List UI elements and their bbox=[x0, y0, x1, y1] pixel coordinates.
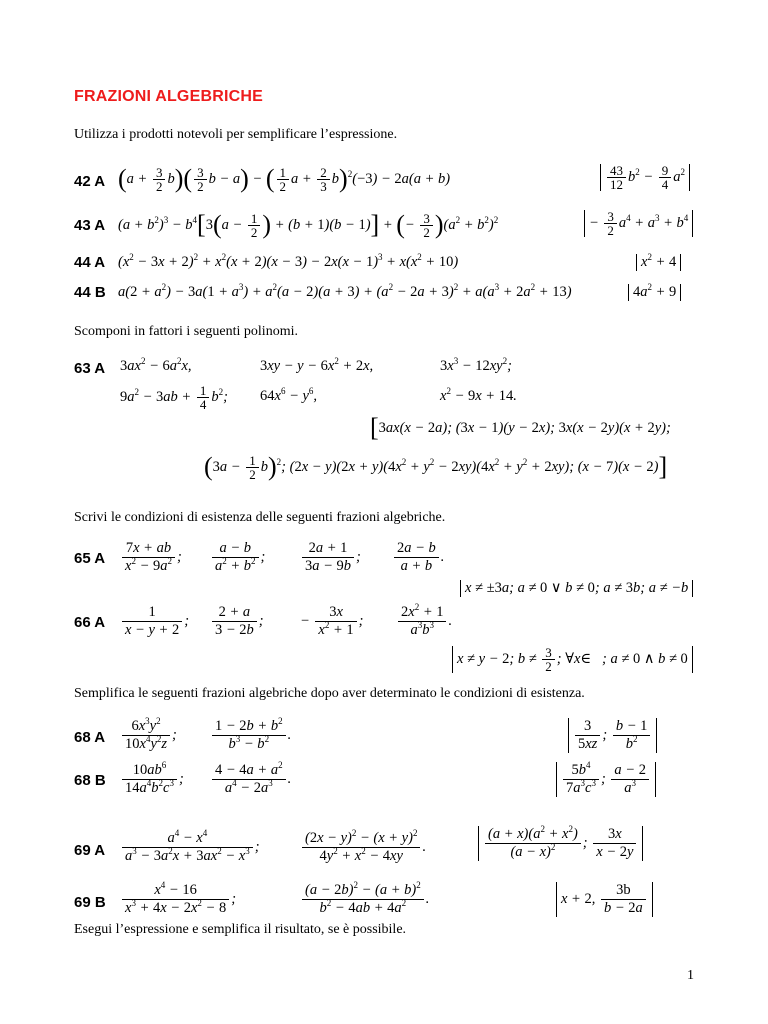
fraction-65a-1: $\frac{7x + ab}{x^2 - 9a^2}$ ; bbox=[120, 540, 182, 575]
answer-44b: $4a^2 + 9$ bbox=[628, 284, 681, 301]
answer-63a-line1: [3ax(x − 2a); (3x − 1)(y − 2x); 3x(x − 2y)(x + 2y); bbox=[370, 413, 671, 442]
answer-68b: $\frac{5b^4}{7a^3c^3}$ ; $\frac{a - 2}{a^3}$ bbox=[556, 762, 656, 797]
instruction-execute: Esegui l’espressione e semplifica il risultato, se è possibile. bbox=[74, 922, 407, 937]
polynomial-63a-4: $9a^2 - 3ab$ + $\frac{1}{4}$ $b^2$; bbox=[120, 383, 228, 412]
fraction-69b-2: $\frac{(a - 2b)^2 - (a + b)^2}{b^2 - 4ab + 4a^2}$ . bbox=[300, 882, 429, 917]
polynomial-63a-1: $3ax^2 - 6a^2x$, bbox=[120, 356, 192, 374]
polynomial-63a-3: $3x^3 - 12xy^2$; bbox=[440, 356, 512, 374]
fraction-69a-1: $\frac{a^4 - x^4}{a^3 - 3a^2x + 3ax^2 - x^3}$ ; bbox=[120, 830, 260, 865]
exercise-label-65a: 65 A bbox=[74, 550, 106, 567]
answer-42a: $\frac{43}{12}$ $b^2$ − $\frac{9}{4}$ $a^2$ bbox=[600, 164, 690, 191]
exercise-label-68b: 68 B bbox=[74, 772, 106, 789]
fraction-68a-1: $\frac{6x^3y^2}{10x^4y^2z}$ ; bbox=[120, 718, 177, 753]
answer-43a: − $\frac{3}{2}$ $a^4 + a^3 + b^4$ bbox=[584, 210, 693, 237]
fraction-68b-1: $\frac{10ab^6}{14a^4b^2c^3}$ ; bbox=[120, 762, 184, 797]
answer-69a: $\frac{(a + x)(a^2 + x^2)}{(a - x)^2}$ ; $\frac{3x}{x - 2y}$ bbox=[478, 826, 643, 861]
exercise-label-66a: 66 A bbox=[74, 614, 106, 631]
expression-42a: (a + $\frac{3}{2}$ b)( $\frac{3}{2}$ b − a) − ( $\frac{1}{2}$ a + $\frac{2}{3}$ b)$^2$(−3) − 2a(a + b) bbox=[118, 163, 451, 194]
fraction-68b-2: $\frac{4 - 4a + a^2}{a^4 - 2a^3}$ . bbox=[210, 762, 291, 797]
exercise-label-69a: 69 A bbox=[74, 842, 106, 859]
answer-68a: $\frac{3}{5xz}$ ; $\frac{b - 1}{b^2}$ bbox=[568, 718, 657, 753]
exercise-label-44b: 44 B bbox=[74, 284, 106, 301]
exercise-label-69b: 69 B bbox=[74, 894, 106, 911]
exercise-label-43a: 43 A bbox=[74, 217, 106, 234]
exercise-label-68a: 68 A bbox=[74, 729, 106, 746]
fraction-65a-3: $\frac{2a + 1}{3a - 9b}$ ; bbox=[300, 540, 361, 575]
exercise-label-63a: 63 A bbox=[74, 360, 106, 377]
answer-44a: $x^2 + 4$ bbox=[636, 254, 681, 271]
fraction-68a-2: $\frac{1 - 2b + b^2}{b^3 - b^2}$ . bbox=[210, 718, 291, 753]
fraction-69a-2: $\frac{(2x - y)^2 - (x + y)^2}{4y^2 + x^2 - 4xy}$ . bbox=[300, 830, 426, 865]
instruction-existence: Scrivi le condizioni di esistenza delle seguenti frazioni algebriche. bbox=[74, 510, 446, 525]
expression-43a: $(a + b^2)^3 - b^4[3(a$ − $\frac{1}{2}$ ) + (b + 1)(b − 1)] + (− $\frac{3}{2}$ )$(a^2 + b^2)^2$ bbox=[118, 209, 499, 240]
fraction-66a-3: − $\frac{3x}{x^2 + 1}$ ; bbox=[300, 604, 364, 638]
instruction-simplify: Semplifica le seguenti frazioni algebriche dopo aver determinato le condizioni di esistenza. bbox=[74, 686, 585, 701]
answer-65a: x ≠ ±3a; a ≠ 0 ∨ b ≠ 0; a ≠ 3b; a ≠ −b bbox=[460, 580, 693, 597]
exercise-label-44a: 44 A bbox=[74, 254, 106, 271]
fraction-66a-4: $\frac{2x^2 + 1}{a^3b^3}$ . bbox=[396, 604, 452, 639]
answer-63a-line2: (3a − $\frac{1}{2}$ b)$^2$; $(2x - y)(2x + y)(4x^2 + y^2 - 2xy)(4x^2 + y^2 + 2xy)$; (x − 7)(x − 2)] bbox=[204, 451, 668, 482]
instruction-factor: Scomponi in fattori i seguenti polinomi. bbox=[74, 324, 298, 339]
polynomial-63a-6: $x^2 - 9x + 14$. bbox=[440, 386, 517, 404]
fraction-65a-4: $\frac{2a - b}{a + b}$ . bbox=[392, 540, 444, 575]
fraction-66a-2: $\frac{2 + a}{3 - 2b}$ ; bbox=[210, 604, 264, 639]
fraction-66a-1: $\frac{1}{x - y + 2}$ ; bbox=[120, 604, 189, 639]
fraction-65a-2: $\frac{a - b}{a^2 + b^2}$ ; bbox=[210, 540, 265, 575]
page-number: 1 bbox=[687, 968, 694, 983]
polynomial-63a-5: $64x^6 - y^6$, bbox=[260, 386, 318, 404]
answer-69b: x + 2, $\frac{3b}{b - 2a}$ bbox=[556, 882, 653, 917]
instruction-products: Utilizza i prodotti notevoli per semplificare l’espressione. bbox=[74, 127, 398, 142]
polynomial-63a-2: $3xy - y - 6x^2 + 2x$, bbox=[260, 356, 374, 374]
fraction-69b-1: $\frac{x^4 - 16}{x^3 + 4x - 2x^2 - 8}$ ; bbox=[120, 882, 236, 917]
answer-66a: x ≠ y − 2; b ≠ $\frac{3}{2}$ ; ∀x∈ ; a ≠ 0 ∧ b ≠ 0 bbox=[452, 646, 693, 673]
expression-44b: $a(2 + a^2) - 3a(1 + a^3) + a^2(a - 2)(a + 3) + (a^2 - 2a + 3)^2 + a(a^3 + 2a^2 + 13)$ bbox=[118, 282, 572, 300]
expression-44a: $(x^2 - 3x + 2)^2 + x^2(x + 2)(x - 3) - 2x(x - 1)^3 + x(x^2 + 10)$ bbox=[118, 252, 459, 270]
exercise-label-42a: 42 A bbox=[74, 173, 106, 190]
page-title: FRAZIONI ALGEBRICHE bbox=[74, 88, 263, 105]
